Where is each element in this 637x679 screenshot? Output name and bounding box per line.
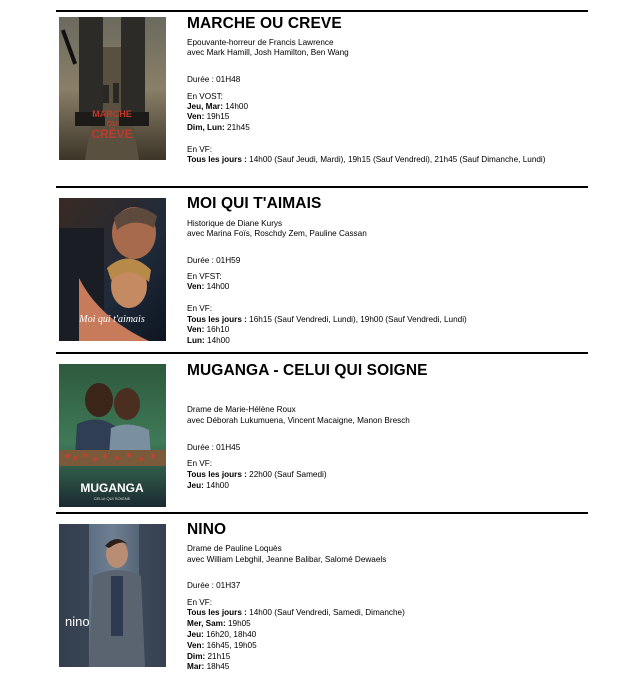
film-listing xyxy=(56,352,588,514)
poster-title-line: Moi qui t'aimais xyxy=(79,314,145,325)
movie-poster[interactable] xyxy=(59,524,166,667)
film-cast: avec Déborah Lukumuena, Vincent Macaigne, Manon Bresch xyxy=(187,416,410,425)
poster-title-line: nino xyxy=(65,614,90,629)
version-label: En VF: xyxy=(187,459,213,468)
film-listing xyxy=(56,512,588,679)
showtime-times: 14h00 (Sauf Jeudi, Mardi), 19h15 (Sauf Vendredi), 21h45 (Sauf Dimanche, Lundi) xyxy=(246,155,546,164)
showtime-row xyxy=(187,325,229,336)
film-genre: Drame de Marie-Hélène Roux xyxy=(187,405,296,414)
showtime-days: Tous les jours : xyxy=(187,608,247,617)
showtime-days: Mar: xyxy=(187,662,205,671)
film-duration: Durée : 01H45 xyxy=(187,443,241,452)
showtime-times: 19h05 xyxy=(225,619,251,628)
showtime-row xyxy=(187,619,251,630)
showtime-times: 14h00 xyxy=(204,282,230,291)
showtime-row xyxy=(187,662,229,673)
film-listing xyxy=(56,186,588,354)
showtime-days: Tous les jours : xyxy=(187,315,247,324)
movie-poster[interactable] xyxy=(59,364,166,507)
showtime-times: 14h00 xyxy=(222,102,248,111)
showtime-row xyxy=(187,608,405,619)
film-duration: Durée : 01H37 xyxy=(187,581,241,590)
film-genre: Epouvante-horreur de Francis Lawrence xyxy=(187,38,334,47)
showtime-days: Lun: xyxy=(187,336,205,345)
showtime-days: Ven: xyxy=(187,112,205,121)
poster-title-line: MARCHE xyxy=(92,109,132,119)
film-title[interactable]: MUGANGA - CELUI QUI SOIGNE xyxy=(187,362,428,379)
showtime-days: Jeu: xyxy=(187,481,204,490)
showtime-row xyxy=(187,630,256,641)
movie-poster[interactable] xyxy=(59,17,166,160)
film-genre: Historique de Diane Kurys xyxy=(187,219,283,228)
showtime-row xyxy=(187,123,250,134)
showtime-times: 14h00 xyxy=(204,336,230,345)
version-label: En VF: xyxy=(187,145,213,154)
showtime-days: Tous les jours : xyxy=(187,155,247,164)
showtime-days: Ven: xyxy=(187,325,205,334)
film-genre: Drame de Pauline Loquès xyxy=(187,544,282,553)
showtime-row xyxy=(187,102,248,113)
showtime-times: 21h45 xyxy=(224,123,250,132)
movie-poster[interactable] xyxy=(59,198,166,341)
showtime-row xyxy=(187,652,230,663)
film-title[interactable]: MOI QUI T'AIMAIS xyxy=(187,195,322,212)
showtime-times: 21h15 xyxy=(205,652,231,661)
showtime-days: Jeu, Mar: xyxy=(187,102,223,111)
showtime-days: Ven: xyxy=(187,282,205,291)
showtime-times: 16h15 (Sauf Vendredi, Lundi), 19h00 (Sauf Vendredi, Lundi) xyxy=(246,315,467,324)
showtime-times: 22h00 (Sauf Samedi) xyxy=(246,470,327,479)
showtime-row xyxy=(187,112,229,123)
film-cast: avec William Lebghil, Jeanne Balibar, Salomé Dewaels xyxy=(187,555,387,564)
film-duration: Durée : 01H48 xyxy=(187,75,241,84)
showtime-row xyxy=(187,282,229,293)
film-listing xyxy=(56,10,588,188)
version-label: En VFST: xyxy=(187,272,222,281)
poster-title-line: MUGANGA xyxy=(80,481,144,495)
film-duration: Durée : 01H59 xyxy=(187,256,241,265)
film-title[interactable]: NINO xyxy=(187,521,227,538)
showtime-times: 19h15 xyxy=(204,112,230,121)
showtime-row xyxy=(187,336,230,347)
showtime-times: 18h45 xyxy=(204,662,230,671)
poster-title-line: OU xyxy=(106,121,118,128)
showtime-times: 14h00 xyxy=(203,481,229,490)
showtime-times: 14h00 (Sauf Vendredi, Samedi, Dimanche) xyxy=(246,608,405,617)
film-cast: avec Mark Hamill, Josh Hamilton, Ben Wang xyxy=(187,48,349,57)
film-title[interactable]: MARCHE OU CREVE xyxy=(187,15,342,32)
showtime-days: Dim, Lun: xyxy=(187,123,225,132)
showtime-times: 16h10 xyxy=(204,325,230,334)
showtime-times: 16h45, 19h05 xyxy=(204,641,257,650)
version-label: En VF: xyxy=(187,598,213,607)
showtime-row xyxy=(187,315,467,326)
poster-title-line: CELUI QUI SOIGNE xyxy=(93,496,131,501)
showtime-days: Tous les jours : xyxy=(187,470,247,479)
poster-title-line: CRÈVE xyxy=(91,127,133,141)
film-cast: avec Marina Foïs, Roschdy Zem, Pauline Cassan xyxy=(187,229,367,238)
showtime-row xyxy=(187,641,257,652)
showtime-days: Ven: xyxy=(187,641,205,650)
showtime-row xyxy=(187,481,229,492)
showtime-days: Jeu: xyxy=(187,630,204,639)
showtime-days: Dim: xyxy=(187,652,206,661)
showtime-times: 16h20, 18h40 xyxy=(203,630,257,639)
showtime-row xyxy=(187,155,547,166)
showtime-days: Mer, Sam: xyxy=(187,619,226,628)
showtime-row xyxy=(187,470,327,481)
version-label: En VF: xyxy=(187,304,213,313)
version-label: En VOST: xyxy=(187,92,223,101)
